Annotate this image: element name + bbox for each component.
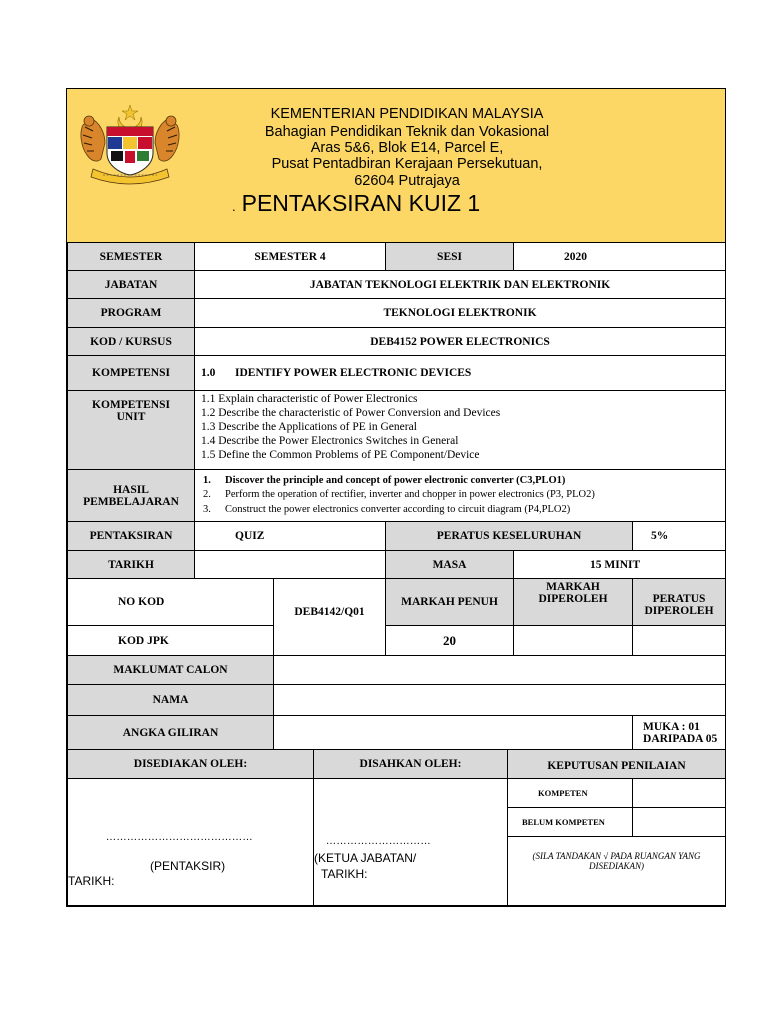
markah-diperoleh-label: [514, 579, 633, 626]
pentaksir-label: (PENTAKSIR): [150, 859, 226, 873]
semester-value: SEMESTER 4: [195, 243, 386, 271]
kompetensi-value: IDENTIFY POWER ELECTRONIC DEVICES: [235, 367, 472, 379]
tarikh-label-1: TARIKH:: [68, 874, 115, 888]
peratus-diperoleh-line-2: DIPEROLEH: [644, 605, 714, 617]
kompetensi-unit-row: [68, 391, 726, 470]
markah-penuh-value: 20: [386, 626, 514, 656]
peratus-keseluruhan-value: 5%: [633, 522, 726, 551]
kompetensi-unit-label: [68, 391, 195, 470]
kompetensi-unit-label-line-1: KOMPETENSI: [92, 399, 170, 411]
semester-row: [68, 243, 726, 271]
muka-line-1: MUKA : 01: [643, 720, 700, 733]
list-item: [203, 503, 719, 518]
list-item: [203, 474, 719, 489]
list-item-text: Discover the principle and concept of power electronic converter (C3,PLO1): [225, 474, 566, 486]
peratus-diperoleh-line-1: PERATUS: [652, 593, 706, 605]
signature-line: …………………………: [326, 836, 431, 847]
instruction-note: [508, 837, 726, 906]
list-item-number: 1.: [203, 474, 211, 486]
kod-jpk-label: KOD JPK: [68, 626, 274, 656]
maklumat-calon-row: [68, 656, 726, 685]
nama-row: [68, 685, 726, 716]
angka-giliran-row: [68, 716, 726, 750]
disahkan-label: DISAHKAN OLEH:: [314, 750, 508, 779]
markah-diperoleh-value[interactable]: [514, 626, 633, 656]
kompetensi-unit-list: [195, 391, 726, 470]
markah-diperoleh-line-1: MARKAH: [546, 581, 600, 593]
kompetensi-label: KOMPETENSI: [68, 356, 195, 391]
ketua-jabatan-label: (KETUA JABATAN/: [314, 851, 417, 865]
form-header: [67, 89, 725, 243]
tarikh-value[interactable]: [195, 551, 386, 579]
signoff-table: [67, 749, 726, 906]
list-item: 1.4 Describe the Power Electronics Switches in General: [201, 435, 459, 447]
jabatan-label: JABATAN: [68, 271, 195, 299]
title-text: PENTAKSIRAN KUIZ 1: [241, 190, 481, 216]
sesi-value: 2020: [514, 243, 726, 271]
no-kod-value: DEB4142/Q01: [274, 579, 386, 656]
masa-value: 15 MINIT: [514, 551, 726, 579]
jabatan-value: JABATAN TEKNOLOGI ELEKTRIK DAN ELEKTRONIK: [195, 271, 726, 299]
signoff-header-row: [68, 750, 726, 779]
disediakan-label: DISEDIAKAN OLEH:: [68, 750, 314, 779]
tarikh-label: TARIKH: [68, 551, 195, 579]
hasil-pembelajaran-row: [68, 470, 726, 522]
list-item: 1.1 Explain characteristic of Power Electronics: [201, 393, 418, 405]
peratus-diperoleh-label: [633, 579, 726, 626]
disahkan-signature-cell: [314, 779, 508, 906]
semester-label: SEMESTER: [68, 243, 195, 271]
kod-kursus-row: [68, 328, 726, 356]
signature-line: ……………………………………: [106, 832, 253, 843]
peratus-keseluruhan-label: PERATUS KESELURUHAN: [386, 522, 633, 551]
list-item-number: 3.: [203, 503, 211, 515]
program-value: TEKNOLOGI ELEKTRONIK: [195, 299, 726, 328]
list-item: 1.3 Describe the Applications of PE in General: [201, 421, 417, 433]
pentaksiran-row: [68, 522, 726, 551]
malaysia-coat-of-arms-icon: [75, 103, 185, 185]
kompetensi-number: 1.0: [201, 367, 216, 379]
markah-penuh-label: MARKAH PENUH: [386, 579, 514, 626]
peratus-diperoleh-value[interactable]: [633, 626, 726, 656]
list-item: [203, 488, 719, 503]
belum-kompeten-checkbox[interactable]: [633, 808, 726, 837]
muka-surat: [633, 716, 726, 750]
maklumat-calon-value[interactable]: [274, 656, 726, 685]
assessment-title: [232, 190, 632, 217]
list-item: 1.2 Describe the characteristic of Power Conversion and Devices: [201, 407, 501, 419]
kompetensi-value-cell: [195, 356, 726, 391]
kompeten-row: [68, 779, 726, 808]
division-name: Bahagian Pendidikan Teknik dan Vokasional: [264, 124, 550, 140]
kompetensi-unit-label-line-2: UNIT: [116, 411, 146, 423]
note-line-1: (SILA TANDAKAN √ PADA RUANGAN YANG: [532, 851, 701, 862]
list-item-number: 2.: [203, 489, 211, 501]
pentaksiran-value: QUIZ: [195, 522, 386, 551]
disediakan-signature-cell: [68, 779, 314, 906]
details-table: [67, 242, 726, 750]
hasil-label-line-2: PEMBELAJARAN: [83, 495, 179, 508]
kompetensi-row: [68, 356, 726, 391]
kod-kursus-label: KOD / KURSUS: [68, 328, 195, 356]
pentaksiran-label: PENTAKSIRAN: [68, 522, 195, 551]
angka-giliran-label: ANGKA GILIRAN: [68, 716, 274, 750]
title-dot: .: [232, 199, 236, 214]
ministry-name: KEMENTERIAN PENDIDIKAN MALAYSIA: [270, 106, 544, 122]
masa-label: MASA: [386, 551, 514, 579]
keputusan-label: KEPUTUSAN PENILAIAN: [508, 750, 726, 779]
kod-jpk-row: [68, 626, 726, 656]
address-line-1: Aras 5&6, Blok E14, Parcel E,: [310, 140, 504, 156]
muka-line-2: DARIPADA 05: [643, 732, 718, 745]
address-line-2: Pusat Pentadbiran Kerajaan Persekutuan,: [271, 156, 543, 172]
nama-value[interactable]: [274, 685, 726, 716]
angka-giliran-value[interactable]: [274, 716, 633, 750]
program-row: [68, 299, 726, 328]
no-kod-label: NO KOD: [68, 579, 274, 626]
note-line-2: DISEDIAKAN): [589, 861, 644, 872]
nama-label: NAMA: [68, 685, 274, 716]
hasil-pembelajaran-list: [195, 470, 726, 522]
no-kod-row: [68, 579, 726, 626]
hasil-pembelajaran-label: [68, 470, 195, 522]
belum-kompeten-label: BELUM KOMPETEN: [508, 808, 633, 837]
sesi-label: SESI: [386, 243, 514, 271]
maklumat-calon-label: MAKLUMAT CALON: [68, 656, 274, 685]
list-item-text: Perform the operation of rectifier, inverter and chopper in power electronics (P3, PLO2): [225, 489, 595, 501]
assessment-form: [66, 88, 726, 907]
program-label: PROGRAM: [68, 299, 195, 328]
kompeten-checkbox[interactable]: [633, 779, 726, 808]
tarikh-label-2: TARIKH:: [321, 867, 368, 881]
list-item-text: Construct the power electronics converter according to circuit diagram (P4,PLO2): [225, 503, 571, 515]
kompeten-label: KOMPETEN: [508, 779, 633, 808]
tarikh-row: [68, 551, 726, 579]
jabatan-row: [68, 271, 726, 299]
list-item: 1.5 Define the Common Problems of PE Component/Device: [201, 449, 480, 461]
kod-kursus-value: DEB4152 POWER ELECTRONICS: [195, 328, 726, 356]
hasil-label-line-1: HASIL: [113, 483, 149, 496]
markah-diperoleh-line-2: DIPEROLEH: [538, 593, 608, 605]
address-line-3: 62604 Putrajaya: [354, 173, 460, 189]
